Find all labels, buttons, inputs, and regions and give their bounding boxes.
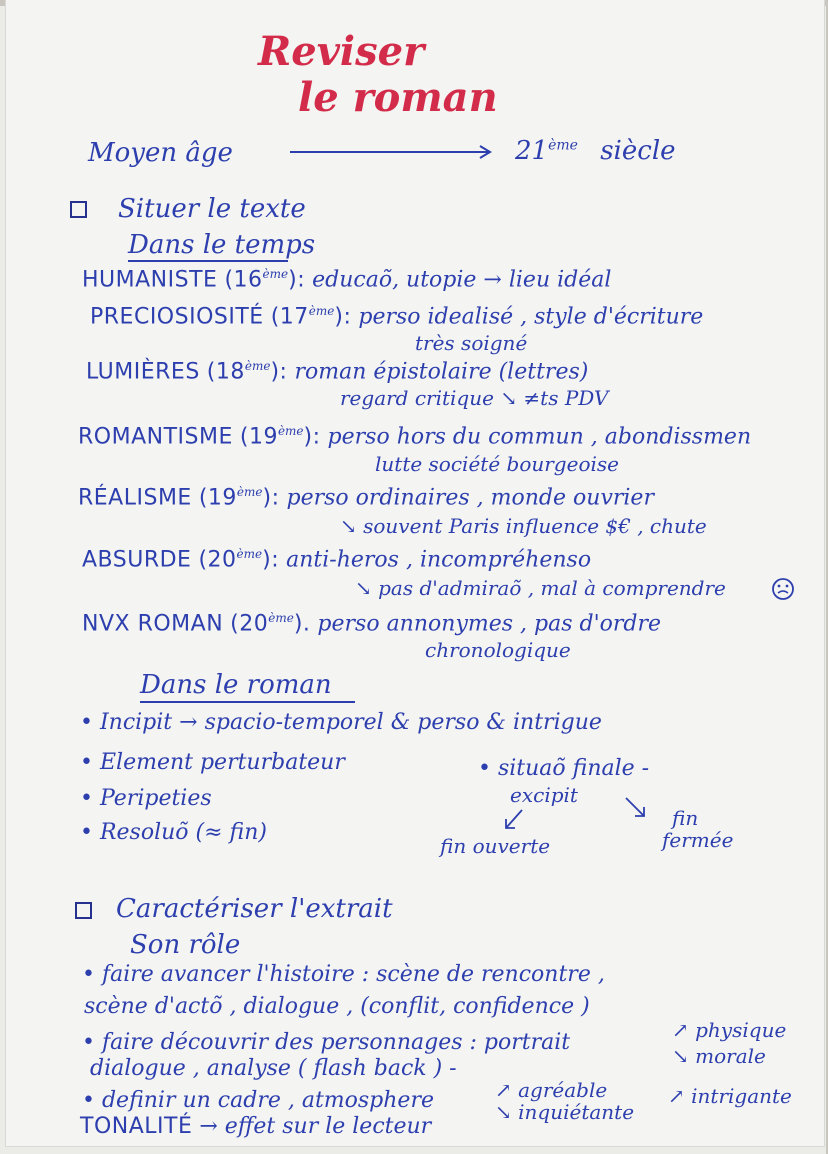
timeline-arrow-icon (290, 140, 500, 160)
section2-sub: Son rôle (130, 930, 241, 960)
period-sup: ème (262, 267, 289, 281)
period-desc: anti-heros , incompréhenso (286, 547, 592, 573)
list-item: • Resoluõ (≈ fin) (80, 820, 267, 845)
role-line: dialogue , analyse ( flash back ) - (90, 1056, 457, 1081)
arrow-down-left-icon (500, 808, 530, 832)
checkbox-icon (75, 902, 92, 919)
portrait-branch-physical: physique (695, 1018, 787, 1042)
smiley-icon (770, 576, 796, 602)
period-name: ROMANTISME (78, 424, 233, 450)
branch-label: ↗ agréable (495, 1078, 608, 1102)
list-item: • Element perturbateur (80, 750, 345, 775)
timeline-end-sup: ème (548, 137, 578, 154)
period-desc-2: ↘ pas d'admiraõ , mal à comprendre (355, 576, 726, 600)
role-line: • faire avancer l'histoire : scène de rencontre , (82, 962, 605, 987)
timeline-end-number: 21 (515, 136, 549, 166)
period-desc-2: regard critique ↘ ≠ts PDV (340, 386, 609, 410)
period-sup: ème (236, 485, 263, 499)
role-line: • definir un cadre , atmosphere (82, 1088, 434, 1113)
period-rest: ): (270, 359, 288, 385)
period-row (78, 486, 654, 509)
period-sup: ème (308, 304, 335, 318)
arrow-right-icon: → (199, 1114, 218, 1139)
period-sup: ème (277, 424, 304, 438)
final-situation-label: • situaõ finale - (478, 756, 650, 781)
period-name: RÉALISME (78, 485, 192, 511)
period-row (86, 360, 588, 383)
branch-label: ↘ morale (672, 1044, 766, 1068)
period-rest: ): (262, 485, 280, 511)
title-line-2: le roman (298, 74, 498, 121)
excipit-label: excipit (510, 783, 578, 807)
period-rest: ): (262, 547, 280, 573)
timeline-end (515, 138, 676, 164)
period-century: (20 (230, 611, 269, 637)
period-century: (17 (270, 304, 309, 330)
atmosphere-extra: ↗ intrigante (668, 1084, 792, 1108)
role-line: • faire découvrir des personnages : portrait (82, 1030, 571, 1055)
atmosphere-extra-text: intrigante (691, 1084, 792, 1108)
period-desc-2: chronologique (425, 638, 571, 662)
period-rest: ): (334, 304, 352, 330)
tonality-label: TONALITÉ (80, 1114, 193, 1139)
period-desc: perso annonymes , pas d'ordre (317, 611, 662, 637)
atmosphere-branch-pleasant: agréable (518, 1078, 608, 1102)
period-desc: perso ordinaires , monde ouvrier (286, 485, 654, 511)
section1-sub-novel: Dans le roman (140, 670, 332, 700)
period-sup: ème (236, 547, 263, 561)
underline-divider (128, 260, 288, 262)
title-line-1: Reviser (258, 28, 425, 75)
period-name: HUMANISTE (82, 267, 218, 293)
period-sup: ème (268, 611, 294, 625)
period-rest: ): (288, 267, 306, 293)
period-row (82, 548, 591, 571)
period-century: (19 (198, 485, 237, 511)
period-rest: ). (293, 611, 311, 637)
period-desc-2: très soigné (415, 331, 528, 355)
period-sup: ème (244, 359, 271, 373)
open-ending-label: fin ouverte (440, 834, 551, 858)
timeline-end-word: siècle (600, 136, 676, 166)
tonality-line (80, 1116, 431, 1138)
period-row (78, 425, 751, 448)
period-row (90, 305, 703, 328)
period-century: (19 (239, 424, 278, 450)
role-line: scène d'actõ , dialogue , (conflit, confidence ) (84, 994, 590, 1019)
timeline-start: Moyen âge (88, 138, 233, 168)
closed-ending-label: fin (672, 806, 699, 830)
branch-label: ↗ physique (672, 1018, 787, 1042)
list-item: • Peripeties (80, 786, 212, 811)
arrow-down-right-icon (622, 796, 652, 820)
tonality-text: effet sur le lecteur (224, 1114, 432, 1139)
checkbox-icon (70, 201, 87, 218)
period-rest: ): (303, 424, 321, 450)
period-name: ABSURDE (82, 547, 192, 573)
portrait-branch-moral: morale (695, 1044, 766, 1068)
period-desc-2: ↘ souvent Paris influence $€ , chute (340, 514, 707, 538)
atmosphere-branch-unsettling: inquiétante (518, 1100, 635, 1124)
period-century: (20 (198, 547, 237, 573)
branch-label: ↘ inquiétante (495, 1100, 635, 1124)
period-desc: perso idealisé , style d'écriture (358, 304, 704, 330)
underline-divider (140, 701, 355, 703)
period-century: (18 (206, 359, 245, 385)
section2-heading: Caractériser l'extrait (116, 894, 393, 924)
period-name: LUMIÈRES (86, 359, 200, 385)
section1-sub-time: Dans le temps (128, 230, 316, 260)
period-name: PRECIOSIOSITÉ (90, 304, 264, 330)
closed-ending-label-2: fermée (662, 828, 734, 852)
section1-heading: Situer le texte (118, 194, 306, 224)
period-row (82, 612, 661, 635)
period-desc: educaõ, utopie → lieu idéal (312, 267, 612, 293)
list-item: • Incipit → spacio-temporel & perso & intrigue (80, 710, 602, 735)
period-name: NVX ROMAN (82, 611, 224, 637)
period-desc: perso hors du commun , abondissmen (327, 424, 752, 450)
period-desc: roman épistolaire (lettres) (294, 359, 589, 385)
period-desc-2: lutte société bourgeoise (375, 452, 619, 476)
period-century: (16 (224, 267, 263, 293)
period-row (82, 268, 611, 291)
